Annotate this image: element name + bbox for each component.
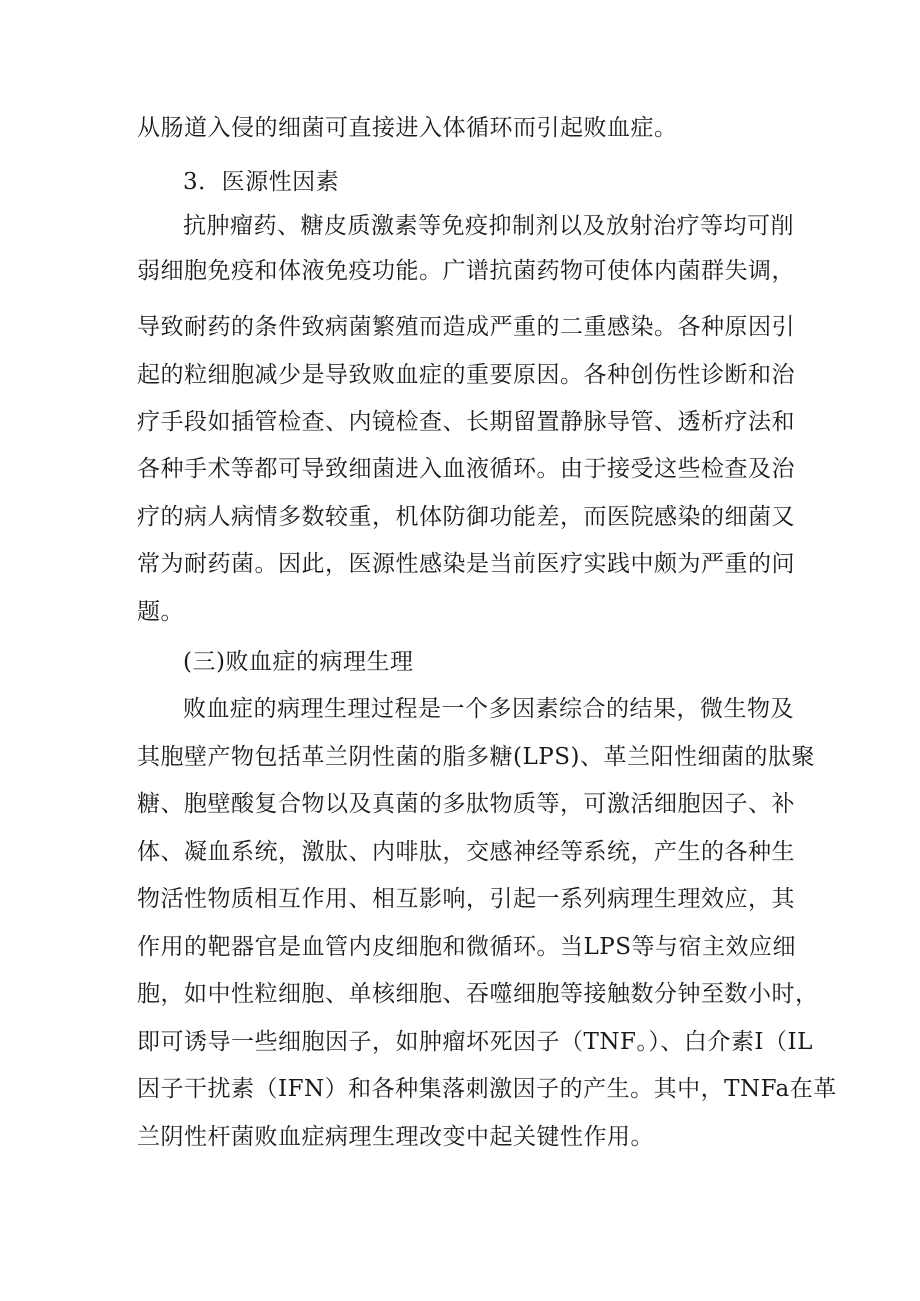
text-line: 败血症的病理生理过程是一个多因素综合的结果，微生物及 (183, 696, 794, 722)
text-line: 其胞壁产物包括革兰阴性菌的脂多糖(LPS)、革兰阳性细菌的肽聚 (137, 744, 815, 770)
text-line: 体、凝血系统，激肽、内啡肽，交感神经等系统，产生的各种生 (137, 839, 795, 865)
section-heading: 3．医源性因素 (183, 169, 340, 195)
text-line: 物活性物质相互作用、相互影响，引起一系列病理生理效应，其 (137, 886, 795, 912)
text-line: 作用的靶器官是血管内皮细胞和微循环。当LPS等与宿主效应细 (137, 934, 797, 960)
text-line: 起的粒细胞减少是导致败血症的重要原因。各种创伤性诊断和治 (137, 362, 795, 388)
text-line: 胞，如中性粒细胞、单核细胞、吞噬细胞等接触数分钟至数小时， (137, 981, 819, 1007)
text-line: 从肠道入侵的细菌可直接进入体循环而引起败血症。 (137, 115, 678, 141)
text-line: 弱细胞免疫和体液免疫功能。广谱抗菌药物可使体内菌群失调， (137, 258, 795, 284)
section-heading: (三)败血症的病理生理 (183, 649, 414, 675)
text-line: 疗的病人病情多数较重，机体防御功能差，而医院感染的细菌又 (137, 504, 795, 530)
text-line: 糖、胞壁酸复合物以及真菌的多肽物质等，可激活细胞因子、补 (137, 791, 795, 817)
text-line: 兰阴性杆菌败血症病理生理改变中起关键性作用。 (137, 1124, 654, 1150)
text-line: 即可诱导一些细胞因子，如肿瘤坏死因子（TNF。）、白介素Ⅰ（IL (137, 1029, 813, 1055)
text-line: 题。 (137, 599, 184, 625)
text-line: 抗肿瘤药、糖皮质激素等免疫抑制剂以及放射治疗等均可削 (183, 213, 794, 239)
text-line: 各种手术等都可导致细菌进入血液循环。由于接受这些检查及治 (137, 456, 795, 482)
text-line: 导致耐药的条件致病菌繁殖而造成严重的二重感染。各种原因引 (137, 314, 795, 340)
text-line: 因子干扰素（IFN）和各种集落刺激因子的产生。其中，TNFa在革 (137, 1076, 837, 1102)
text-line: 疗手段如插管检查、内镜检查、长期留置静脉导管、透析疗法和 (137, 409, 795, 435)
text-line: 常为耐药菌。因此，医源性感染是当前医疗实践中颇为严重的问 (137, 551, 795, 577)
